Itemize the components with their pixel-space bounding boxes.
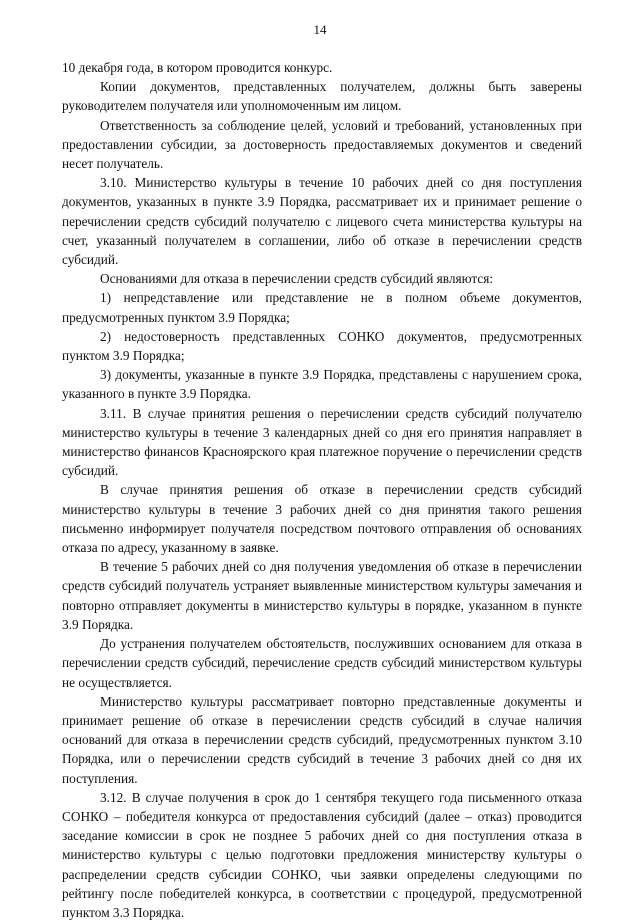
- list-item: 3) документы, указанные в пункте 3.9 Порядка, представлены с нарушением срока, указанного в пункте 3.9 Порядка.: [62, 367, 582, 402]
- paragraph: Ответственность за соблюдение целей, условий и требований, установленных при предоставлении субсидии, за достоверность предоставляемых документов и сведений несет получатель.: [62, 117, 582, 172]
- paragraph: Копии документов, представленных получателем, должны быть заверены руководителем получателя или уполномоченным им лицом.: [62, 79, 582, 114]
- page-number: 14: [313, 22, 327, 37]
- paragraph: 3.12. В случае получения в срок до 1 сентября текущего года письменного отказа СОНКО – победителя конкурса от предоставления субсидий (далее – отказ) проводится заседание комиссии в срок не позднее 5 рабочих дней со дня поступления отказа в министерство культуры с целью подготовки предложения министерству культуры о распределении средств субсидии СОНКО, чьи заявки определены следующими по рейтингу после победителей конкурса, в соответствии с процедурой, предусмотренной пунктом 3.3 Порядка.: [62, 789, 582, 920]
- paragraph: 10 декабря года, в котором проводится конкурс.: [62, 60, 333, 75]
- paragraph: В течение 5 рабочих дней со дня получения уведомления об отказе в перечислении средств субсидий получатель устраняет выявленные министерством культуры замечания и повторно отправляет документы в министерство культуры в порядке, указанном в пункте 3.9 Порядка.: [62, 559, 582, 632]
- list-item: 2) недостоверность представленных СОНКО документов, предусмотренных пунктом 3.9 Порядка;: [62, 328, 582, 364]
- paragraph: Основаниями для отказа в перечислении средств субсидий являются:: [100, 271, 494, 287]
- paragraph: До устранения получателем обстоятельств, послуживших основанием для отказа в перечислении средств субсидий, перечисление средств субсидий министерством культуры не осуществляется.: [62, 636, 582, 690]
- document-body: [62, 58, 582, 922]
- paragraph: Министерство культуры рассматривает повторно представленные документы и принимает решение об отказе в перечислении средств субсидий в случае наличия оснований для отказа в перечислении средств субсидий, предусмотренных пунктом 3.10 Порядка, или о перечислении средств субсидий в течение 3 рабочих дней со дня их поступления.: [62, 693, 582, 786]
- paragraph: В случае принятия решения об отказе в перечислении средств субсидий министерство культуры в течение 3 рабочих дней со дня принятия такого решения письменно информирует получателя посредством почтового отправления об основаниях отказа по адресу, указанному в заявке.: [62, 482, 582, 556]
- list-item: 1) непредставление или представление не в полном объеме документов, предусмотренных пунктом 3.9 Порядка;: [62, 290, 582, 325]
- paragraph: 3.11. В случае принятия решения о перечислении средств субсидий получателю министерство культуры в течение 3 календарных дней со дня его принятия направляет в министерство финансов Красноярского края платежное поручение о перечислении средств субсидий.: [62, 405, 582, 479]
- paragraph: 3.10. Министерство культуры в течение 10 рабочих дней со дня поступления документов, указанных в пункте 3.9 Порядка, рассматривает их и принимает решение о перечислении средств субсидий получателю с лицевого счета министерства культуры на счет, указанный получателем в соглашении, либо об отказе в перечислении средств субсидий.: [62, 175, 582, 268]
